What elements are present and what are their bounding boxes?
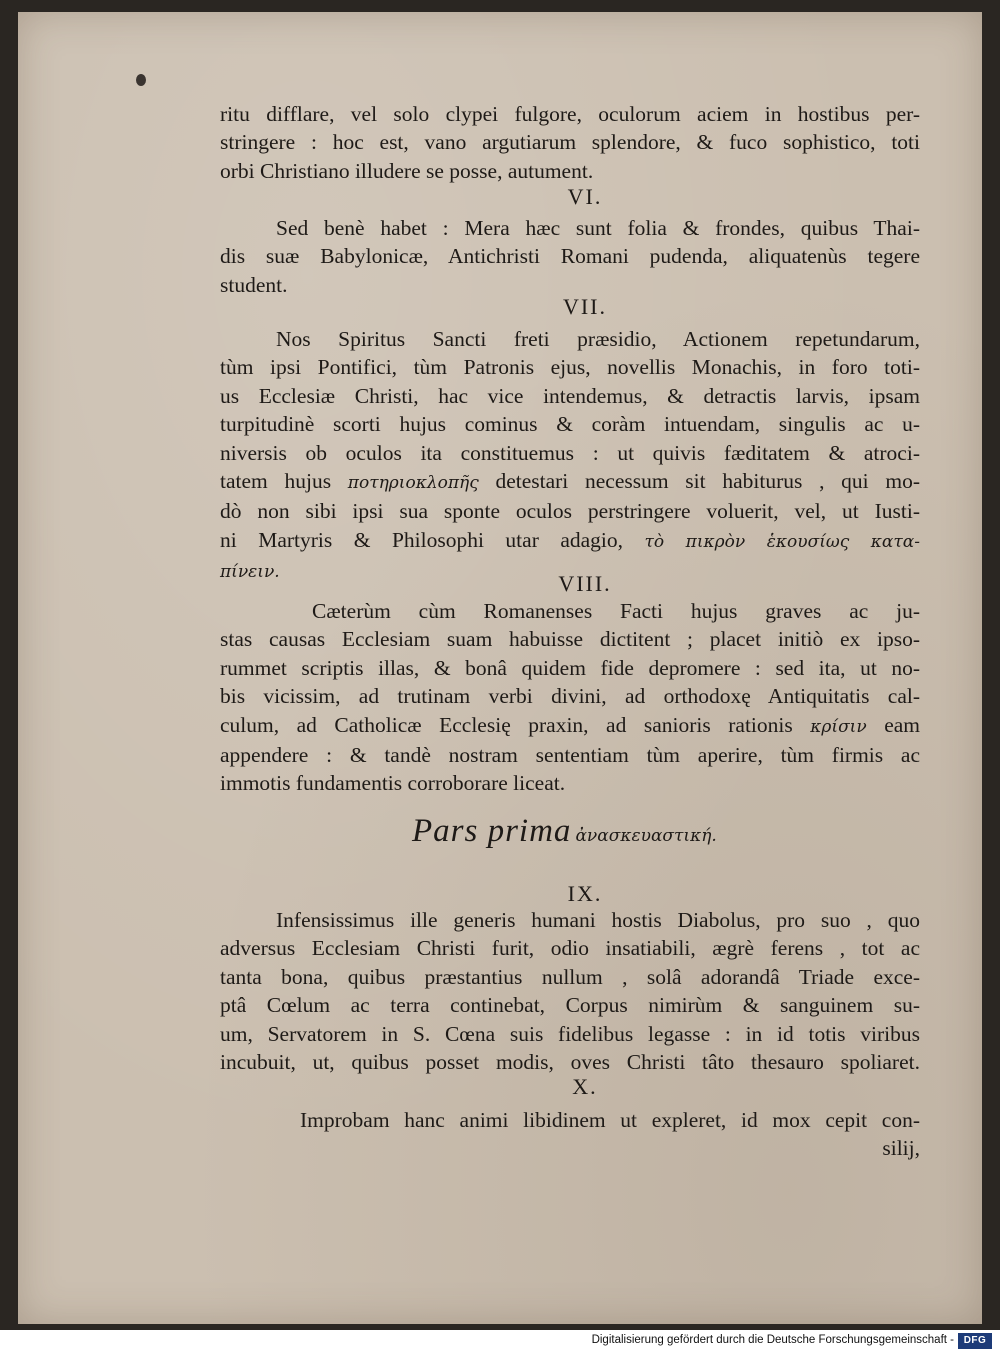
paragraph-9 <box>220 906 920 1076</box>
text-line: appendere : & tandè nostram sententiam tùm aperire, tùm firmis ac <box>220 743 920 768</box>
paragraph-10 <box>220 1106 920 1163</box>
text-line: Cæterùm cùm Romanenses Facti hujus graves ac ju- <box>312 599 920 623</box>
text-line: adversus Ecclesiam Christi furit, odio insatiabili, ægrè ferens , tot ac <box>220 936 920 961</box>
greek-word: πίνειν. <box>220 562 280 583</box>
paragraph-8 <box>220 597 920 798</box>
text-line: Improbam hanc animi libidinem ut expleret, id mox cepit con- <box>300 1108 920 1132</box>
dfg-logo[interactable]: DFG <box>958 1333 992 1349</box>
paragraph-6 <box>220 214 920 299</box>
section-number: VI. <box>567 184 603 209</box>
text-line: um, Servatorem in S. Cœna suis fidelibus legasse : in id totis viribus <box>220 1021 920 1046</box>
text-line: bis vicissim, ad trutinam verbi divini, ad orthodoxę Antiquitatis cal- <box>220 684 920 709</box>
section-number-9-wrap <box>220 880 920 908</box>
ink-stain <box>136 74 146 86</box>
text-line: ptâ Cœlum ac terra continebat, Corpus nimirùm & sanguinem su- <box>220 993 920 1018</box>
text-line: Nos Spiritus Sancti freti præsidio, Actionem repetundarum, <box>276 327 920 351</box>
text-line: Infensissimus ille generis humani hostis Diabolus, pro suo , quo <box>276 908 920 932</box>
text-line: dò non sibi ipsi sua sponte oculos perstringere voluerit, vel, ut Iusti- <box>220 499 920 524</box>
section-number-6-wrap <box>220 183 920 211</box>
text-segment: eam <box>884 712 921 737</box>
text-line <box>220 467 920 497</box>
greek-subtitle: ἀνασκευαστική. <box>575 826 717 846</box>
greek-word: τὸ πικρὸν ἑκουσίως κατα- <box>644 531 921 552</box>
greek-word: ποτηριοκλοπῆς <box>347 473 479 494</box>
text-line: orbi Christiano illudere se posse, autument. <box>220 158 594 183</box>
section-number: IX. <box>567 881 603 906</box>
text-line: incubuit, ut, quibus posset modis, oves Christi tâto thesauro spoliaret. <box>220 1050 920 1075</box>
text-line: tùm ipsi Pontifici, tùm Patronis ejus, novellis Monachis, in foro toti- <box>220 355 920 380</box>
greek-word: κρίσιν <box>810 716 867 737</box>
part-title: Pars prima <box>412 813 572 849</box>
text-line: turpitudinè scorti hujus cominus & coràm intuendam, singulis ac u- <box>220 412 920 437</box>
paragraph-7 <box>220 325 920 587</box>
text-segment: tatem hujus <box>220 469 332 494</box>
text-line <box>220 526 920 556</box>
paragraph-continuation <box>220 100 920 185</box>
text-line: Sed benè habet : Mera hæc sunt folia & frondes, quibus Thai- <box>276 216 920 240</box>
section-number: X. <box>572 1074 598 1099</box>
section-number-8-wrap <box>220 570 920 598</box>
text-line: niversis ob oculos ita constituemus : ut quivis fæditatem & atroci- <box>220 440 920 465</box>
section-number-7-wrap <box>220 293 920 321</box>
part-heading <box>412 813 717 850</box>
section-number: VIII. <box>558 571 612 596</box>
text-line: immotis fundamentis corroborare liceat. <box>220 771 566 796</box>
section-number: VII. <box>562 294 608 319</box>
text-line: student. <box>220 272 288 297</box>
text-line: rummet scriptis illas, & bonâ quidem fide depromere : sed ita, ut no- <box>220 655 920 680</box>
text-segment: detestari necessum sit habiturus , qui mo- <box>495 469 920 494</box>
text-line: tanta bona, quibus præstantius nullum , solâ adorandâ Triade exce- <box>220 964 920 989</box>
funding-notice: Digitalisierung gefördert durch die Deutsche Forschungsgemeinschaft - <box>591 1334 954 1346</box>
catchword: silij, <box>882 1136 920 1161</box>
text-line: stringere : hoc est, vano argutiarum splendore, & fuco sophistico, toti <box>220 130 920 155</box>
text-line: ritu difflare, vel solo clypei fulgore, oculorum aciem in hostibus per- <box>220 102 920 126</box>
text-line: dis suæ Babylonicæ, Antichristi Romani pudenda, aliquatenùs tegere <box>220 244 920 269</box>
section-number-10-wrap <box>220 1073 920 1101</box>
text-line: stas causas Ecclesiam suam habuisse dictitent ; placet initiò ex ipso- <box>220 627 920 652</box>
footer-bar <box>0 1330 1000 1353</box>
text-segment: culum, ad Catholicæ Ecclesię praxin, ad sanioris rationis <box>220 712 793 737</box>
text-line: us Ecclesiæ Christi, hac vice intendemus, & detractis larvis, ipsam <box>220 383 920 408</box>
text-segment: ni Martyris & Philosophi utar adagio, <box>220 527 624 552</box>
text-line <box>220 711 920 741</box>
